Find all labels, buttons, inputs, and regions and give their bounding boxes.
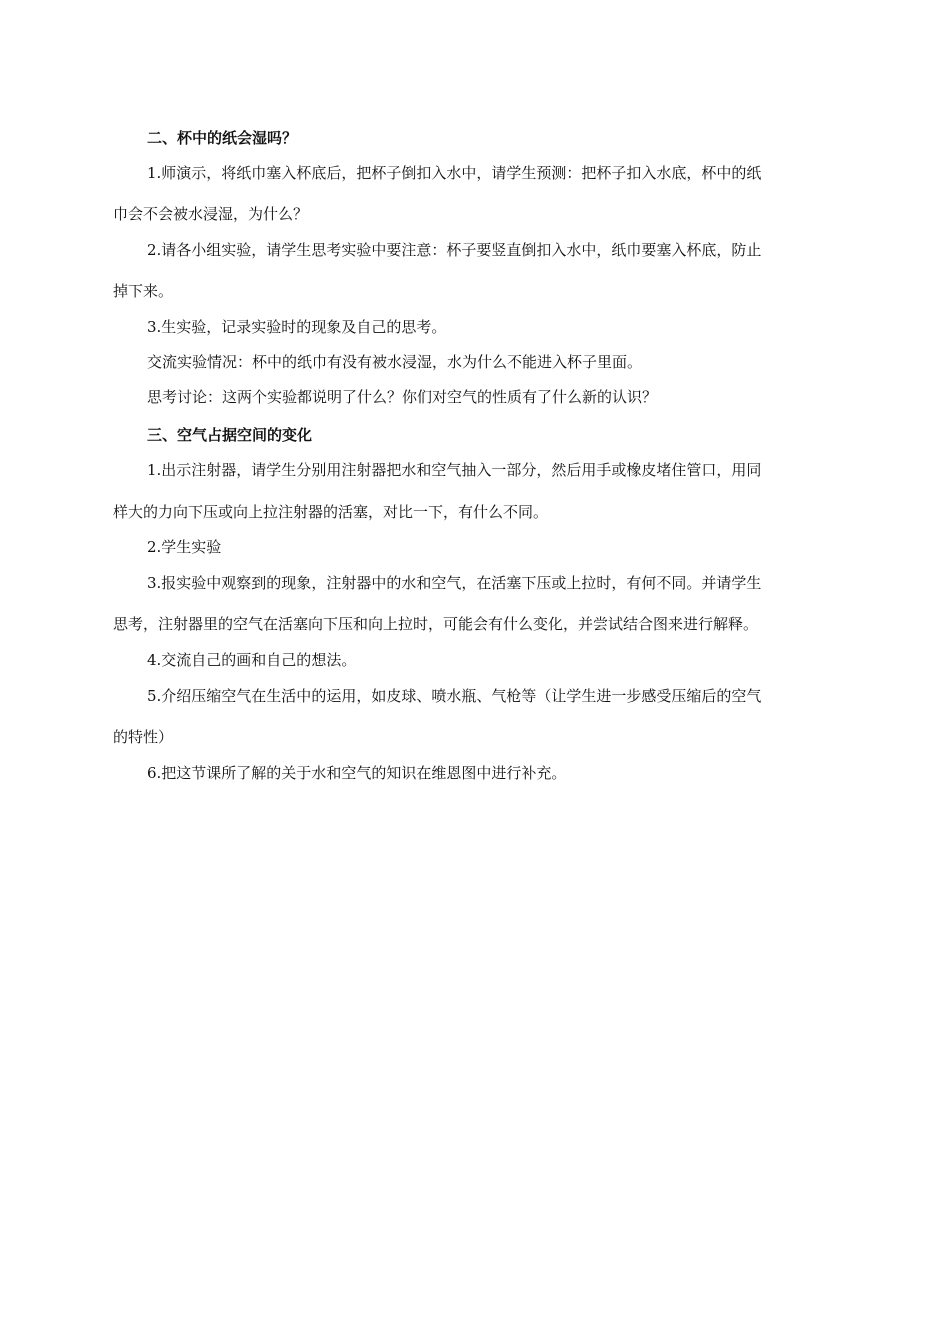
s3-para4: 4.交流自己的画和自己的想法。 [147,651,357,669]
s2-para2-line1: 2.请各小组实验，请学生思考实验中要注意：杯子要竖直倒扣入水中，纸巾要塞入杯底，防止 [147,241,762,259]
s2-para2-line2: 掉下来。 [113,282,174,300]
s2-para1-line1: 1.师演示，将纸巾塞入杯底后，把杯子倒扣入水中，请学生预测：把杯子扣入水底，杯中的纸 [147,164,762,182]
s3-para3-line1: 3.报实验中观察到的现象，注射器中的水和空气，在活塞下压或上拉时，有何不同。并请学生 [147,574,762,592]
s3-para6: 6.把这节课所了解的关于水和空气的知识在维恩图中进行补充。 [147,764,567,782]
s2-para1-line2: 巾会不会被水浸湿，为什么？ [113,205,309,223]
s2-para3: 3.生实验，记录实验时的现象及自己的思考。 [147,318,447,336]
s2-para4: 交流实验情况：杯中的纸巾有没有被水浸湿，水为什么不能进入杯子里面。 [147,353,643,371]
s3-para5-line1: 5.介绍压缩空气在生活中的运用，如皮球、喷水瓶、气枪等（让学生进一步感受压缩后的空气 [147,687,762,705]
s3-para3-line2: 思考，注射器里的空气在活塞向下压和向上拉时，可能会有什么变化，并尝试结合图来进行解释。 [113,615,759,633]
s2-para5: 思考讨论：这两个实验都说明了什么？你们对空气的性质有了什么新的认识？ [147,388,658,406]
s3-para1-line1: 1.出示注射器，请学生分别用注射器把水和空气抽入一部分，然后用手或橡皮堵住管口，用同 [147,461,762,479]
s3-para5-line2: 的特性） [113,728,174,746]
section-2-heading: 二、杯中的纸会湿吗？ [147,129,298,147]
section-3-heading: 三、空气占据空间的变化 [147,426,313,444]
s3-para1-line2: 样大的力向下压或向上拉注射器的活塞，对比一下，有什么不同。 [113,503,549,521]
s3-para2: 2.学生实验 [147,538,222,556]
